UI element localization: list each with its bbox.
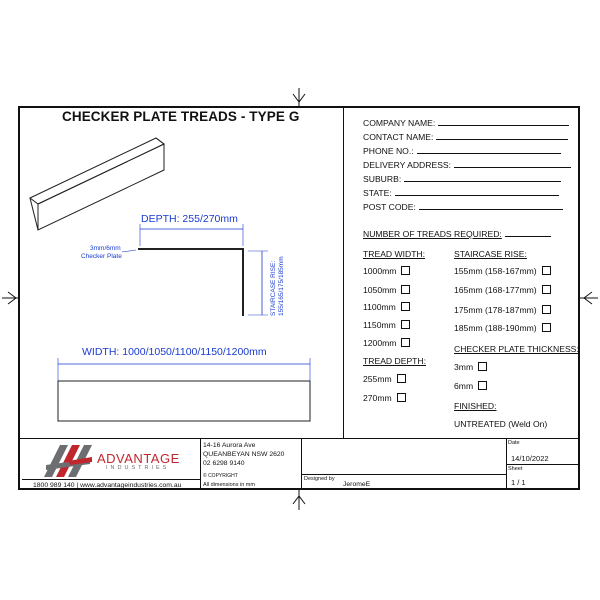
- logo-wordmark: ADVANTAGE: [97, 451, 180, 466]
- width-dimension-label: WIDTH: 1000/1050/1100/1150/1200mm: [82, 346, 267, 358]
- thickness-heading: CHECKER PLATE THICKNESS:: [454, 344, 579, 354]
- finished-heading: FINISHED:: [454, 401, 497, 411]
- rise-option-185[interactable]: 185mm (188-190mm): [454, 323, 551, 333]
- state-field[interactable]: STATE:: [363, 187, 559, 198]
- finished-value: UNTREATED (Weld On): [454, 419, 548, 429]
- tread-width-option-1000[interactable]: 1000mm: [363, 266, 410, 276]
- sheet-label: Sheet: [508, 466, 523, 472]
- checkbox[interactable]: [542, 266, 551, 275]
- rise-option-165[interactable]: 165mm (168-177mm): [454, 285, 551, 295]
- checkbox[interactable]: [542, 305, 551, 314]
- dimensions-note: All dimensions in mm: [203, 482, 255, 488]
- designed-by-value: JeromeE: [343, 481, 371, 488]
- checkbox[interactable]: [397, 393, 406, 402]
- checkbox[interactable]: [401, 302, 410, 311]
- date-label: Date: [508, 440, 520, 446]
- contact-line: 1800 989 140 | www.advantageindustries.com.au: [33, 482, 182, 489]
- plate-label-line2: Checker Plate: [81, 253, 122, 260]
- company-name-field[interactable]: COMPANY NAME:: [363, 117, 569, 128]
- checkbox[interactable]: [478, 381, 487, 390]
- checkbox[interactable]: [401, 320, 410, 329]
- contact-name-field[interactable]: CONTACT NAME:: [363, 131, 568, 142]
- tread-width-option-1150[interactable]: 1150mm: [363, 320, 410, 330]
- rise-dimension-label: [270, 256, 286, 316]
- tread-depth-option-255[interactable]: 255mm: [363, 374, 406, 384]
- advantage-logo-mark: [40, 441, 98, 479]
- tread-depth-option-270[interactable]: 270mm: [363, 393, 406, 403]
- checkbox[interactable]: [401, 266, 410, 275]
- tread-width-heading: TREAD WIDTH:: [363, 249, 426, 259]
- page-title: CHECKER PLATE TREADS - TYPE G: [62, 109, 300, 124]
- suburb-field[interactable]: SUBURB:: [363, 173, 561, 184]
- plan-view: [58, 358, 310, 421]
- thickness-option-3mm[interactable]: 3mm: [454, 362, 487, 372]
- sheet-value: 1 / 1: [511, 478, 526, 487]
- checkbox[interactable]: [542, 323, 551, 332]
- checkbox[interactable]: [401, 285, 410, 294]
- rise-option-175[interactable]: 175mm (178-187mm): [454, 305, 551, 315]
- rise-label-line2: 155/165/175/185mm: [278, 256, 285, 316]
- plate-label-line1: 3mm/6mm: [90, 245, 121, 252]
- staircase-rise-heading: STAIRCASE RISE:: [454, 249, 527, 259]
- checkbox[interactable]: [542, 285, 551, 294]
- address-line1: 14-16 Aurora Ave: [203, 442, 256, 449]
- side-profile-view: [122, 224, 268, 316]
- phone-field[interactable]: PHONE NO.:: [363, 145, 561, 156]
- depth-dimension-label: DEPTH: 255/270mm: [141, 213, 238, 225]
- checkbox[interactable]: [401, 338, 410, 347]
- logo-subtitle: INDUSTRIES: [106, 465, 170, 471]
- address-line2: QUEANBEYAN NSW 2620: [203, 451, 285, 458]
- phone-number: 02 6298 9140: [203, 460, 245, 467]
- date-value: 14/10/2022: [511, 454, 549, 463]
- thickness-option-6mm[interactable]: 6mm: [454, 381, 487, 391]
- treads-required-field[interactable]: NUMBER OF TREADS REQUIRED:: [363, 228, 551, 239]
- tread-width-option-1100[interactable]: 1100mm: [363, 302, 410, 312]
- tread-width-option-1050[interactable]: 1050mm: [363, 285, 410, 295]
- rise-option-155[interactable]: 155mm (158-167mm): [454, 266, 551, 276]
- copyright-note: © COPYRIGHT: [203, 473, 238, 479]
- checkbox[interactable]: [397, 374, 406, 383]
- tread-depth-heading: TREAD DEPTH:: [363, 356, 427, 366]
- delivery-address-field[interactable]: DELIVERY ADDRESS:: [363, 159, 571, 170]
- checkbox[interactable]: [478, 362, 487, 371]
- tread-width-option-1200[interactable]: 1200mm: [363, 338, 410, 348]
- rise-label-line1: STAIRCASE RISE:: [270, 260, 277, 316]
- post-code-field[interactable]: POST CODE:: [363, 201, 563, 212]
- designed-by-label: Designed by: [304, 476, 335, 482]
